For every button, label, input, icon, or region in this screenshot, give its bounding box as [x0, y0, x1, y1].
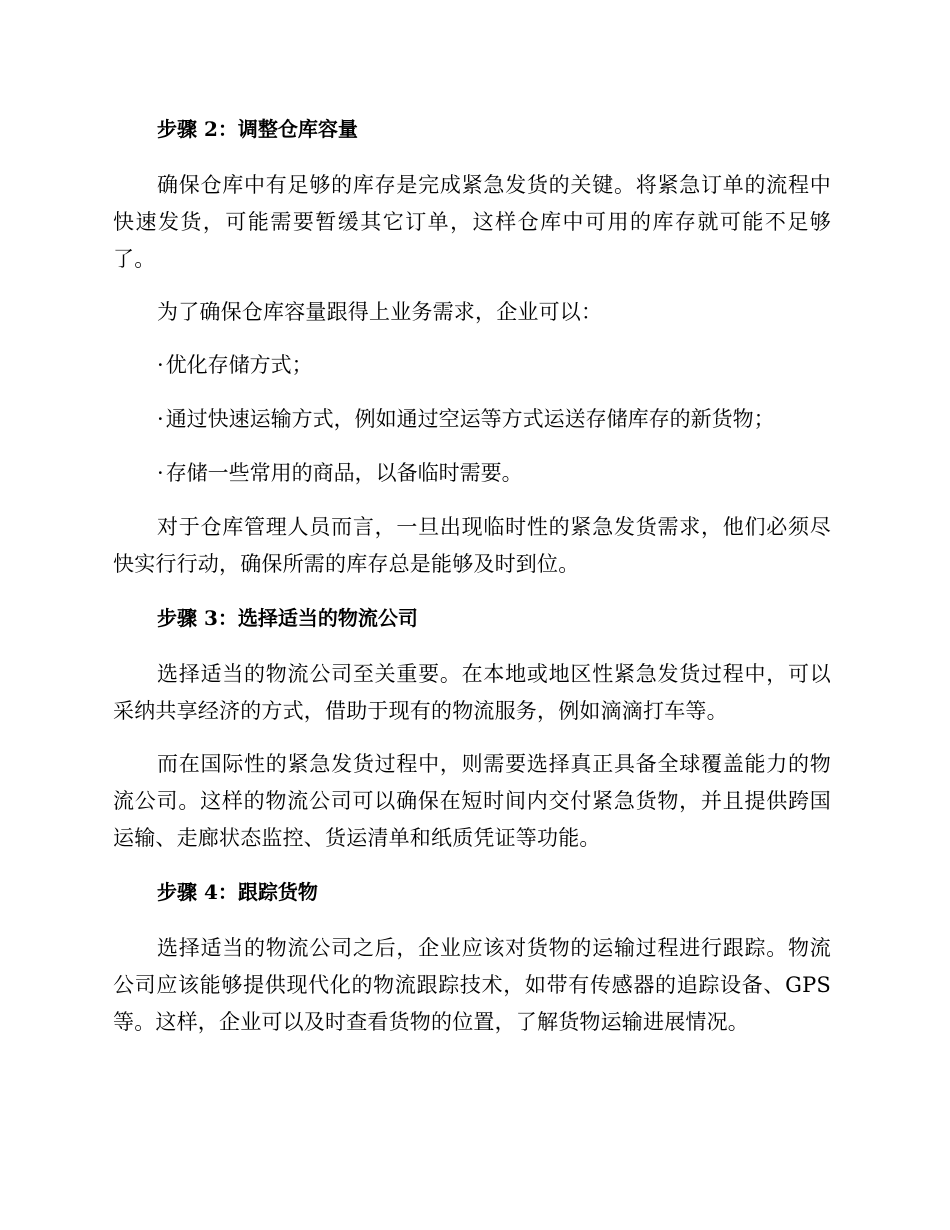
bullet-marker: · — [157, 353, 164, 377]
step3-paragraph-2: 而在国际性的紧急发货过程中，则需要选择真正具备全球覆盖能力的物流公司。这样的物流公司可以确保在短时间内交付紧急货物，并且提供跨国运输、走廊状态监控、货运清单和纸质凭证等功能。 — [113, 752, 831, 850]
bullet-text: 存储一些常用的商品，以备临时需要。 — [165, 461, 523, 485]
bullet-text: 优化存储方式； — [165, 353, 313, 377]
step2-heading: 步骤 2：调整仓库容量 — [157, 117, 358, 141]
document-body — [113, 110, 831, 1057]
step4-heading: 步骤 4：跟踪货物 — [157, 880, 318, 904]
step3-heading: 步骤 3：选择适当的物流公司 — [157, 606, 418, 630]
step2-paragraph-3: 对于仓库管理人员而言，一旦出现临时性的紧急发货需求，他们必须尽快实行行动，确保所需的库存总是能够及时到位。 — [113, 515, 831, 576]
bullet-marker: · — [157, 461, 164, 485]
step3-paragraph-1: 选择适当的物流公司至关重要。在本地或地区性紧急发货过程中，可以采纳共享经济的方式，借助于现有的物流服务，例如滴滴打车等。 — [113, 662, 831, 723]
bullet-item — [113, 347, 831, 384]
step4-paragraph-1: 选择适当的物流公司之后，企业应该对货物的运输过程进行跟踪。物流公司应该能够提供现代化的物流跟踪技术，如带有传感器的追踪设备、GPS等。这样，企业可以及时查看货物的位置，了解货物运输进展情况。 — [113, 936, 831, 1034]
bullet-marker: · — [157, 407, 164, 431]
bullet-text: 通过快速运输方式，例如通过空运等方式运送存储库存的新货物； — [165, 407, 775, 431]
step2-paragraph-2: 为了确保仓库容量跟得上业务需求，企业可以： — [157, 300, 603, 324]
bullet-item — [113, 401, 831, 438]
step2-paragraph-1: 确保仓库中有足够的库存是完成紧急发货的关键。将紧急订单的流程中快速发货，可能需要暂缓其它订单，这样仓库中可用的库存就可能不足够了。 — [113, 173, 831, 271]
bullet-item — [113, 455, 831, 492]
